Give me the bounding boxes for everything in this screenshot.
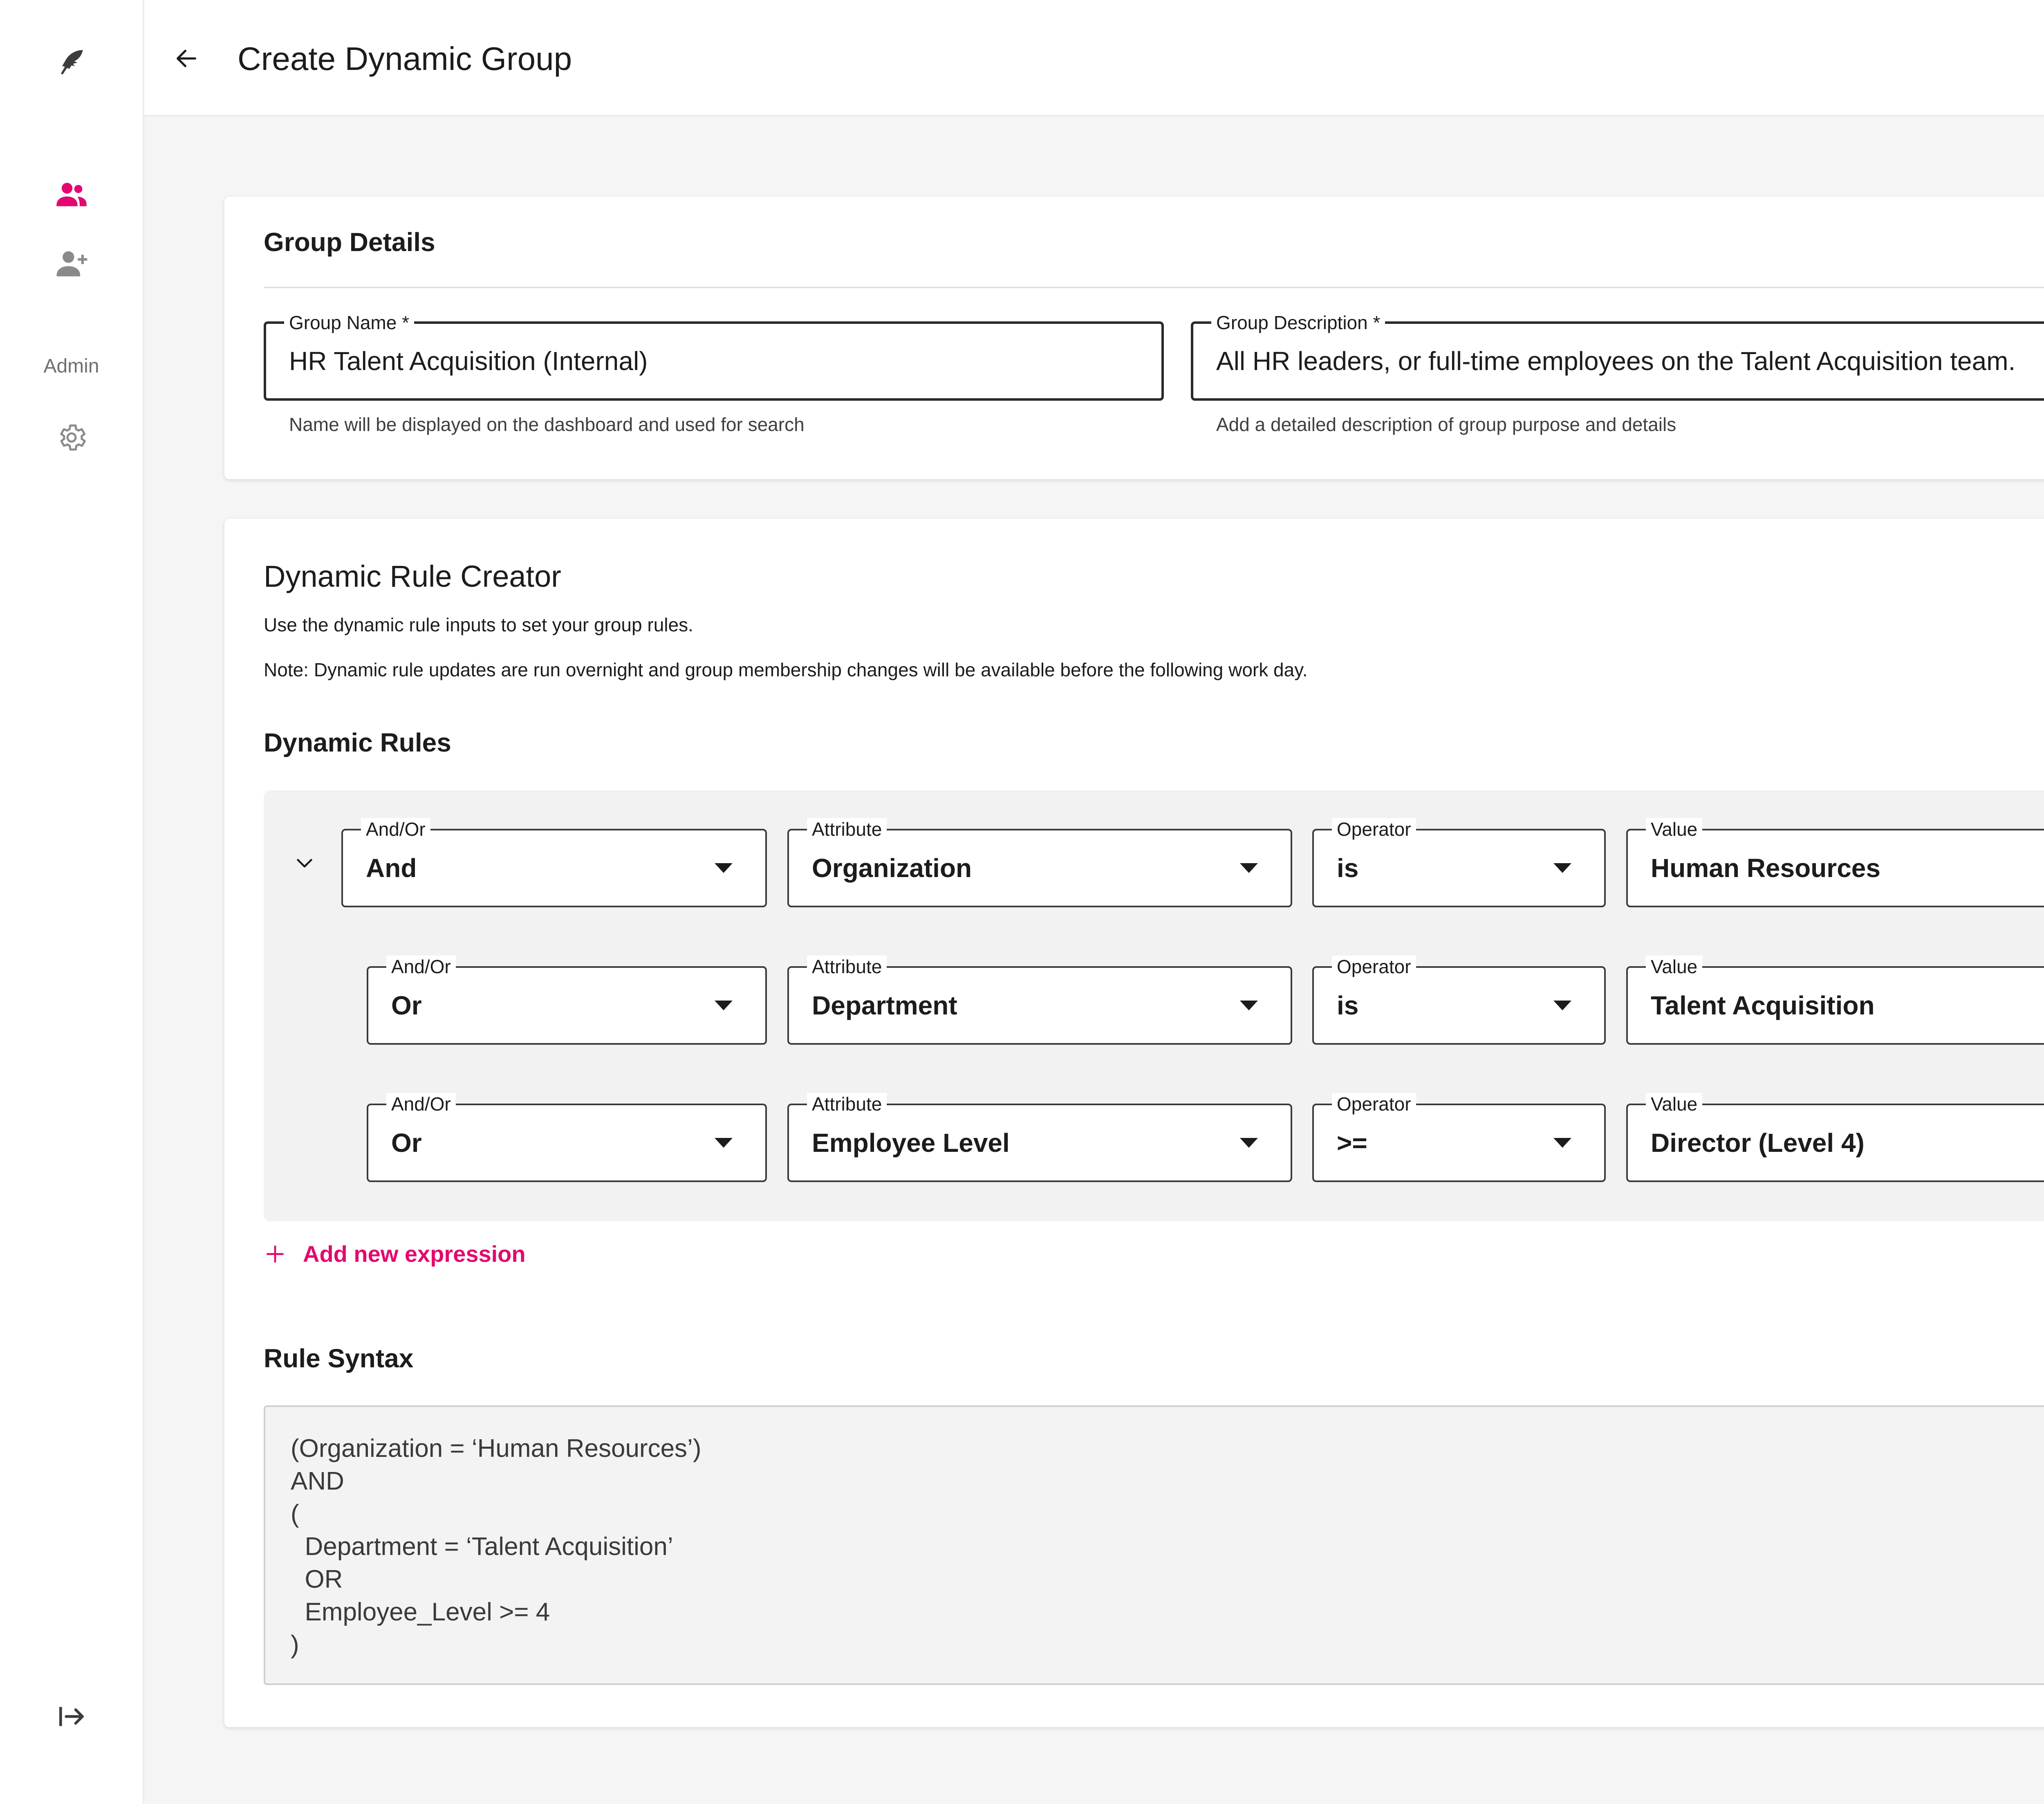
- attribute-value: Employee Level: [812, 1128, 1010, 1158]
- group-name-label: Group Name *: [284, 312, 414, 334]
- chevron-down-icon: [293, 851, 316, 874]
- group-details-title: Group Details: [264, 227, 435, 257]
- groups-icon: [54, 176, 90, 212]
- operator-label: Operator: [1332, 818, 1416, 840]
- group-name-field[interactable]: [264, 312, 1164, 401]
- rule-syntax-title: Rule Syntax: [264, 1344, 414, 1373]
- operator-value: is: [1337, 853, 1359, 883]
- dynamic-rules-title: Dynamic Rules: [264, 728, 451, 757]
- back-button[interactable]: [169, 41, 204, 76]
- dropdown-arrow-icon: [715, 863, 733, 873]
- page-title: Create Dynamic Group: [238, 40, 572, 77]
- expand-sidebar-icon: [55, 1700, 88, 1733]
- collapse-group-button[interactable]: [288, 846, 321, 879]
- value-label: Value: [1646, 818, 1702, 840]
- group-description-label: Group Description *: [1211, 312, 1385, 334]
- group-name-helper: Name will be displayed on the dashboard and used for search: [289, 414, 805, 435]
- andor-value: Or: [391, 991, 422, 1020]
- rule-creator-intro: Use the dynamic rule inputs to set your group rules.: [264, 614, 693, 635]
- admin-section-label: Admin: [43, 355, 99, 377]
- dropdown-arrow-icon: [715, 1001, 733, 1010]
- sidebar-item-add-user[interactable]: [0, 243, 143, 284]
- attribute-select[interactable]: [787, 819, 1292, 907]
- value-text: Director (Level 4): [1651, 1128, 1865, 1158]
- value-input[interactable]: [1626, 1093, 2044, 1182]
- sidebar-item-groups[interactable]: [0, 174, 143, 215]
- rule-creator-title: Dynamic Rule Creator: [264, 559, 561, 593]
- operator-label: Operator: [1332, 1093, 1416, 1115]
- rule-syntax-text: (Organization = ‘Human Resources’) AND ( Department = ‘Talent Acquisition’ OR Employee_Level >= 4 ): [291, 1434, 702, 1659]
- andor-label: And/Or: [386, 1093, 456, 1115]
- rule-creator-card: [224, 519, 2044, 1727]
- add-user-icon: [53, 245, 90, 282]
- andor-value: And: [366, 853, 417, 883]
- divider: [264, 287, 2044, 288]
- operator-label: Operator: [1332, 956, 1416, 978]
- dropdown-arrow-icon: [1553, 1001, 1571, 1010]
- top-bar: [144, 0, 2044, 117]
- attribute-label: Attribute: [807, 1093, 887, 1115]
- operator-value: is: [1337, 991, 1359, 1020]
- rule-syntax-box: [264, 1405, 2044, 1685]
- sidebar-item-settings[interactable]: [0, 417, 143, 458]
- attribute-value: Department: [812, 991, 957, 1020]
- dynamic-rules-list: [264, 790, 2044, 1221]
- andor-label: And/Or: [361, 818, 430, 840]
- andor-select[interactable]: [367, 1093, 767, 1182]
- value-text: Talent Acquisition: [1651, 991, 1875, 1020]
- attribute-select[interactable]: [787, 956, 1292, 1045]
- group-description-value: All HR leaders, or full-time employees on the Talent Acquisition team.: [1216, 346, 2016, 376]
- attribute-label: Attribute: [807, 818, 887, 840]
- rule-row: [264, 1093, 2044, 1185]
- group-details-card: [224, 197, 2044, 479]
- andor-select[interactable]: [367, 956, 767, 1045]
- operator-value: >=: [1337, 1128, 1367, 1158]
- add-expression-button[interactable]: [264, 1241, 526, 1267]
- value-input[interactable]: [1626, 819, 2044, 907]
- add-expression-label: Add new expression: [303, 1241, 526, 1267]
- sidebar-collapse-toggle[interactable]: [0, 1696, 143, 1737]
- dropdown-arrow-icon: [1240, 863, 1258, 873]
- app-logo[interactable]: [0, 41, 143, 82]
- group-description-field[interactable]: [1191, 312, 2044, 401]
- group-description-helper: Add a detailed description of group purpose and details: [1216, 414, 1676, 435]
- value-input[interactable]: [1626, 956, 2044, 1045]
- rule-row: [264, 956, 2044, 1048]
- operator-select[interactable]: [1312, 956, 1606, 1045]
- gear-icon: [55, 421, 88, 454]
- plus-icon: [264, 1243, 287, 1265]
- attribute-value: Organization: [812, 853, 972, 883]
- dropdown-arrow-icon: [1553, 1138, 1571, 1148]
- attribute-select[interactable]: [787, 1093, 1292, 1182]
- dropdown-arrow-icon: [1240, 1138, 1258, 1148]
- dropdown-arrow-icon: [1240, 1001, 1258, 1010]
- operator-select[interactable]: [1312, 1093, 1606, 1182]
- value-text: Human Resources: [1651, 853, 1880, 883]
- attribute-label: Attribute: [807, 956, 887, 978]
- rule-row: [264, 819, 2044, 911]
- dropdown-arrow-icon: [715, 1138, 733, 1148]
- andor-select[interactable]: [341, 819, 767, 907]
- dropdown-arrow-icon: [1553, 863, 1571, 873]
- rule-creator-note: Note: Dynamic rule updates are run overnight and group membership changes will be available before the following work day.: [264, 659, 1308, 680]
- feather-icon: [56, 45, 87, 77]
- sidebar: [0, 0, 144, 1804]
- operator-select[interactable]: [1312, 819, 1606, 907]
- andor-value: Or: [391, 1128, 422, 1158]
- arrow-left-icon: [173, 45, 199, 72]
- group-name-value: HR Talent Acquisition (Internal): [289, 346, 648, 376]
- andor-label: And/Or: [386, 956, 456, 978]
- value-label: Value: [1646, 956, 1702, 978]
- value-label: Value: [1646, 1093, 1702, 1115]
